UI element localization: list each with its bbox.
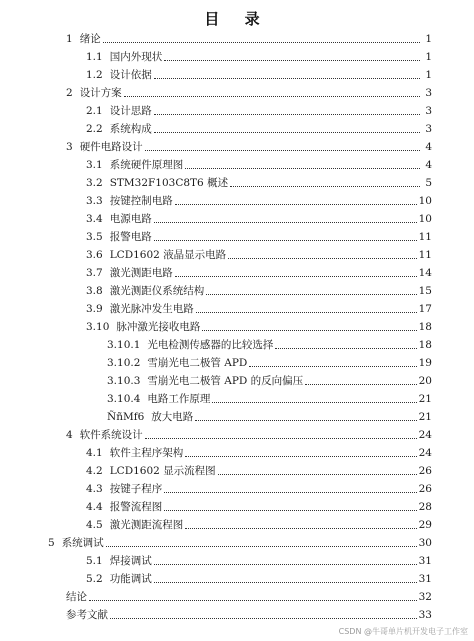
toc-entry-label: 激光测距仪系统结构 <box>109 285 205 297</box>
toc-leader-dots <box>164 492 416 493</box>
toc-entry-label: 软件主程序架构 <box>109 447 184 459</box>
watermark: CSDN @牛哥单片机开发电子工作室 <box>338 627 468 636</box>
page-title: 目 录 <box>204 10 270 28</box>
toc-entry[interactable] <box>66 424 432 442</box>
toc-entry-page: 1 <box>425 33 432 45</box>
toc-entry-page: 26 <box>418 483 432 495</box>
toc-entry-page: 11 <box>418 231 432 243</box>
toc-entry-page: 21 <box>418 393 432 405</box>
toc-entry-page: 28 <box>418 501 432 513</box>
toc-leader-dots <box>185 168 420 169</box>
toc-entry-number: 3.8 <box>86 285 103 297</box>
toc-entry-page: 18 <box>418 339 432 351</box>
toc-leader-dots <box>164 510 416 511</box>
toc-entry-label: 国内外现状 <box>109 51 163 63</box>
toc-entry-page: 29 <box>418 519 432 531</box>
toc-entry-label: 设计依据 <box>109 69 152 81</box>
toc-leader-dots <box>154 222 417 223</box>
toc-entry[interactable] <box>48 532 432 550</box>
toc-entry[interactable] <box>86 550 432 568</box>
toc-entry-number: 5.1 <box>86 555 103 567</box>
toc-entry-page: 3 <box>425 87 432 99</box>
toc-entry-number: ÑñMf6 <box>107 411 145 423</box>
toc-entry-number: 3.4 <box>86 213 103 225</box>
toc-leader-dots <box>124 96 420 97</box>
toc-entry-number: 2.1 <box>86 105 103 117</box>
toc-entry-page: 33 <box>418 609 432 621</box>
toc-entry-page: 1 <box>425 69 432 81</box>
toc-leader-dots <box>212 402 416 403</box>
toc-entry-number: 3.7 <box>86 267 103 279</box>
toc-entry[interactable] <box>66 586 432 604</box>
toc-entry-number: 1.1 <box>86 51 103 63</box>
toc-entry-label: 雪崩光电二极管 APD 的反向偏压 <box>147 375 304 387</box>
toc-entry[interactable] <box>107 406 432 424</box>
toc-entry[interactable] <box>86 298 432 316</box>
toc-leader-dots <box>175 204 417 205</box>
toc-leader-dots <box>154 240 417 241</box>
toc-entry-label: 系统硬件原理图 <box>109 159 184 171</box>
toc-entry[interactable] <box>86 118 432 136</box>
toc-entry-page: 24 <box>418 429 432 441</box>
toc-entry[interactable] <box>86 46 432 64</box>
toc-entry[interactable] <box>86 244 432 262</box>
toc-entry-number: 4.3 <box>86 483 103 495</box>
toc-entry-page: 4 <box>425 159 432 171</box>
toc-entry-label: 激光测距电路 <box>109 267 173 279</box>
toc-entry-page: 19 <box>418 357 432 369</box>
toc-entry-page: 11 <box>418 249 432 261</box>
toc-leader-dots <box>185 456 416 457</box>
toc-entry-number: 1.2 <box>86 69 103 81</box>
toc-entry-page: 31 <box>418 555 432 567</box>
toc-entry-page: 17 <box>418 303 432 315</box>
toc-entry[interactable] <box>86 64 432 82</box>
toc-entry-label: LCD1602 显示流程图 <box>109 465 216 477</box>
toc-entry-page: 14 <box>418 267 432 279</box>
toc-entry-label: 软件系统设计 <box>79 429 143 441</box>
toc-entry-page: 30 <box>418 537 432 549</box>
toc-entry-label: 系统调试 <box>61 537 104 549</box>
toc-leader-dots <box>275 348 416 349</box>
toc-entry-number: 4.1 <box>86 447 103 459</box>
toc-entry-label: 设计方案 <box>79 87 122 99</box>
toc-entry-number: 3.1 <box>86 159 103 171</box>
toc-entry-label: 按键控制电路 <box>109 195 173 207</box>
toc-entry-page: 5 <box>425 177 432 189</box>
toc-entry-page: 3 <box>425 105 432 117</box>
toc-entry-number: 3.6 <box>86 249 103 261</box>
toc-entry-label: 系统构成 <box>109 123 152 135</box>
toc-leader-dots <box>249 366 416 367</box>
toc-entry-number: 4.2 <box>86 465 103 477</box>
toc-entry[interactable] <box>86 208 432 226</box>
toc-entry[interactable] <box>86 568 432 586</box>
toc-entry-number: 3.3 <box>86 195 103 207</box>
toc-leader-dots <box>218 474 417 475</box>
toc-entry[interactable] <box>86 460 432 478</box>
toc-entry[interactable] <box>86 478 432 496</box>
toc-leader-dots <box>145 438 417 439</box>
toc-entry[interactable] <box>86 442 432 460</box>
toc-entry-label: 焊接调试 <box>109 555 152 567</box>
toc-entry-page: 21 <box>418 411 432 423</box>
toc-leader-dots <box>175 276 417 277</box>
toc-entry[interactable] <box>107 370 432 388</box>
toc-leader-dots <box>230 186 420 187</box>
toc-entry-label: 结论 <box>66 591 87 603</box>
toc-entry-number: 2 <box>66 87 73 99</box>
toc-entry-number: 4.5 <box>86 519 103 531</box>
toc-entry[interactable] <box>86 514 432 532</box>
toc-leader-dots <box>228 258 416 259</box>
toc-entry-page: 24 <box>418 447 432 459</box>
toc-entry-label: 电源电路 <box>109 213 152 225</box>
toc-entry-label: 按键子程序 <box>109 483 163 495</box>
toc-entry-number: 3.10.3 <box>107 375 141 387</box>
toc-entry-label: LCD1602 液晶显示电路 <box>109 249 227 261</box>
toc-entry-number: 3 <box>66 141 73 153</box>
toc-entry[interactable] <box>107 352 432 370</box>
toc-leader-dots <box>195 420 416 421</box>
toc-entry[interactable] <box>86 190 432 208</box>
toc-entry[interactable] <box>86 496 432 514</box>
toc-entry-label: 脉冲激光接收电路 <box>116 321 201 333</box>
toc-leader-dots <box>154 114 420 115</box>
toc-entry-label: 功能调试 <box>109 573 152 585</box>
toc-entry-number: 2.2 <box>86 123 103 135</box>
toc-leader-dots <box>206 294 416 295</box>
toc-entry-label: 设计思路 <box>109 105 152 117</box>
toc-entry-label: 参考文献 <box>66 609 108 621</box>
toc-leader-dots <box>202 330 416 331</box>
toc-leader-dots <box>103 42 420 43</box>
toc-entry-number: 4.4 <box>86 501 103 513</box>
toc-entry-number: 5.2 <box>86 573 103 585</box>
toc-entry-page: 1 <box>425 51 432 63</box>
toc-entry[interactable] <box>86 172 432 190</box>
toc-entry-label: STM32F103C8T6 概述 <box>109 177 229 189</box>
toc-entry[interactable] <box>86 154 432 172</box>
toc-entry-label: 雪崩光电二极管 APD <box>147 357 248 369</box>
toc-entry-page: 32 <box>418 591 432 603</box>
toc-entry-number: 5 <box>48 537 55 549</box>
toc-entry[interactable] <box>66 82 432 100</box>
toc-entry[interactable] <box>86 262 432 280</box>
toc-entry-number: 3.10.4 <box>107 393 141 405</box>
toc-leader-dots <box>145 150 420 151</box>
toc-entry-page: 3 <box>425 123 432 135</box>
toc-entry-number: 3.2 <box>86 177 103 189</box>
toc-leader-dots <box>89 600 417 601</box>
toc-entry-label: 绪论 <box>79 33 101 45</box>
toc-entry-label: 报警电路 <box>109 231 152 243</box>
toc-leader-dots <box>305 384 416 385</box>
toc-leader-dots <box>185 528 416 529</box>
toc-entry-number: 3.5 <box>86 231 103 243</box>
toc-entry-label: 光电检测传感器的比较选择 <box>147 339 274 351</box>
toc-leader-dots <box>164 60 420 61</box>
toc-entry[interactable] <box>107 388 432 406</box>
toc-entry-number: 3.10 <box>86 321 110 333</box>
toc-entry-label: 激光测距流程图 <box>109 519 184 531</box>
toc-entry[interactable] <box>86 100 432 118</box>
toc-entry-label: 硬件电路设计 <box>79 141 143 153</box>
toc-entry[interactable] <box>66 136 432 154</box>
toc-leader-dots <box>154 582 417 583</box>
toc-entry-page: 4 <box>425 141 432 153</box>
toc-entry[interactable] <box>107 334 432 352</box>
toc-entry[interactable] <box>66 28 432 46</box>
toc-leader-dots <box>154 78 420 79</box>
toc-entry-label: 报警流程图 <box>109 501 163 513</box>
toc-entry-number: 4 <box>66 429 73 441</box>
toc-entry-page: 18 <box>418 321 432 333</box>
toc-entry[interactable] <box>86 280 432 298</box>
toc-leader-dots <box>196 312 417 313</box>
toc-leader-dots <box>154 132 420 133</box>
toc-entry-page: 10 <box>418 195 432 207</box>
toc-leader-dots <box>154 564 417 565</box>
toc-entry-label: 放大电路 <box>151 411 194 423</box>
toc-entry-page: 15 <box>418 285 432 297</box>
toc-entry-label: 激光脉冲发生电路 <box>109 303 194 315</box>
toc-entry-page: 20 <box>418 375 432 387</box>
toc-entry-page: 10 <box>418 213 432 225</box>
toc-entry-number: 1 <box>66 33 73 45</box>
toc-leader-dots <box>106 546 417 547</box>
toc-entry[interactable] <box>86 226 432 244</box>
toc-entry-number: 3.10.1 <box>107 339 141 351</box>
toc-entry-page: 31 <box>418 573 432 585</box>
toc-entry-page: 26 <box>418 465 432 477</box>
toc-entry-number: 3.9 <box>86 303 103 315</box>
toc-entry[interactable] <box>66 604 432 622</box>
toc-leader-dots <box>110 618 417 619</box>
toc-entry[interactable] <box>86 316 432 334</box>
toc-entry-number: 3.10.2 <box>107 357 141 369</box>
toc-entry-label: 电路工作原理 <box>147 393 211 405</box>
